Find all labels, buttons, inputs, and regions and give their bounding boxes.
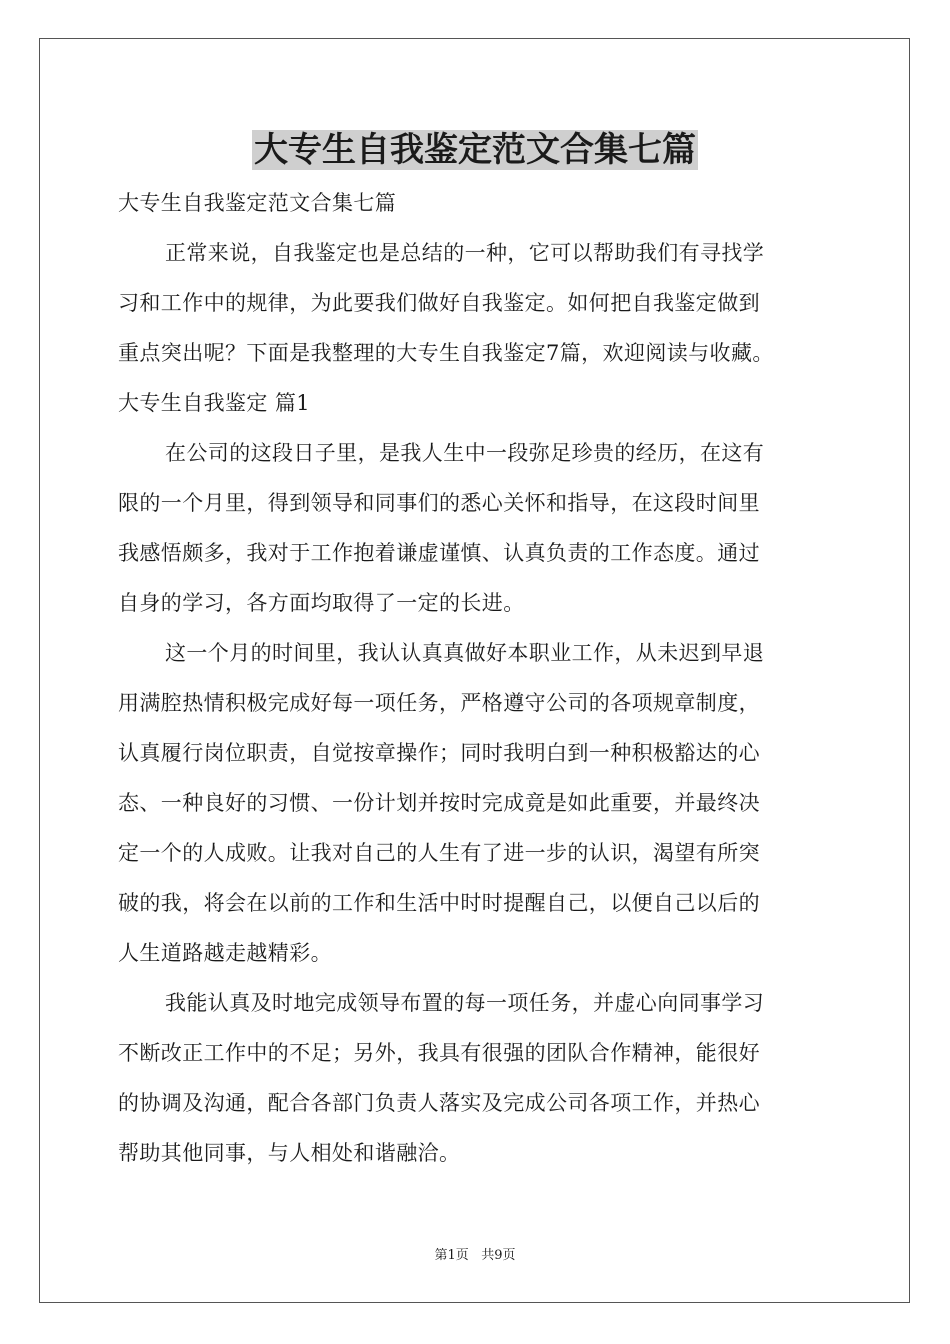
document-title	[0, 128, 950, 172]
paragraph-line: 在公司的这段日子里，是我人生中一段弥足珍贵的经历，在这有	[165, 441, 765, 465]
intro-line: 正常来说，自我鉴定也是总结的一种，它可以帮助我们有寻找学	[165, 241, 765, 265]
intro-line: 重点突出呢？下面是我整理的大专生自我鉴定7篇，欢迎阅读与收藏。	[118, 341, 774, 365]
paragraph-line: 态、一种良好的习惯、一份计划并按时完成竟是如此重要，并最终决	[118, 791, 760, 815]
document-title-text: 大专生自我鉴定范文合集七篇	[254, 130, 696, 170]
paragraph-line: 限的一个月里，得到领导和同事们的悉心关怀和指导，在这段时间里	[118, 491, 760, 515]
intro-line: 习和工作中的规律，为此要我们做好自我鉴定。如何把自我鉴定做到	[118, 291, 760, 315]
paragraph-line: 认真履行岗位职责，自觉按章操作；同时我明白到一种积极豁达的心	[118, 741, 760, 765]
page-total: 共9页	[481, 1248, 516, 1263]
paragraph-line: 破的我，将会在以前的工作和生活中时时提醒自己，以便自己以后的	[118, 891, 760, 915]
paragraph-line: 用满腔热情积极完成好每一项任务，严格遵守公司的各项规章制度，	[118, 691, 760, 715]
paragraph-line: 定一个的人成败。让我对自己的人生有了进一步的认识，渴望有所突	[118, 841, 760, 865]
page-number: 第1页	[434, 1248, 469, 1263]
paragraph-line: 帮助其他同事，与人相处和谐融洽。	[118, 1141, 461, 1165]
paragraph-line: 我感悟颇多，我对于工作抱着谦虚谨慎、认真负责的工作态度。通过	[118, 541, 760, 565]
paragraph-line: 我能认真及时地完成领导布置的每一项任务，并虚心向同事学习	[165, 991, 765, 1015]
document-body	[118, 178, 838, 1178]
section-heading: 大专生自我鉴定 篇1	[118, 391, 311, 415]
page-footer	[0, 1247, 950, 1265]
paragraph-line: 不断改正工作中的不足；另外，我具有很强的团队合作精神，能很好	[118, 1041, 760, 1065]
paragraph-line: 自身的学习，各方面均取得了一定的长进。	[118, 591, 525, 615]
paragraph-line: 的协调及沟通，配合各部门负责人落实及完成公司各项工作，并热心	[118, 1091, 760, 1115]
paragraph-line: 人生道路越走越精彩。	[118, 941, 332, 965]
subtitle: 大专生自我鉴定范文合集七篇	[118, 191, 397, 215]
paragraph-line: 这一个月的时间里，我认认真真做好本职业工作，从未迟到早退	[165, 641, 765, 665]
